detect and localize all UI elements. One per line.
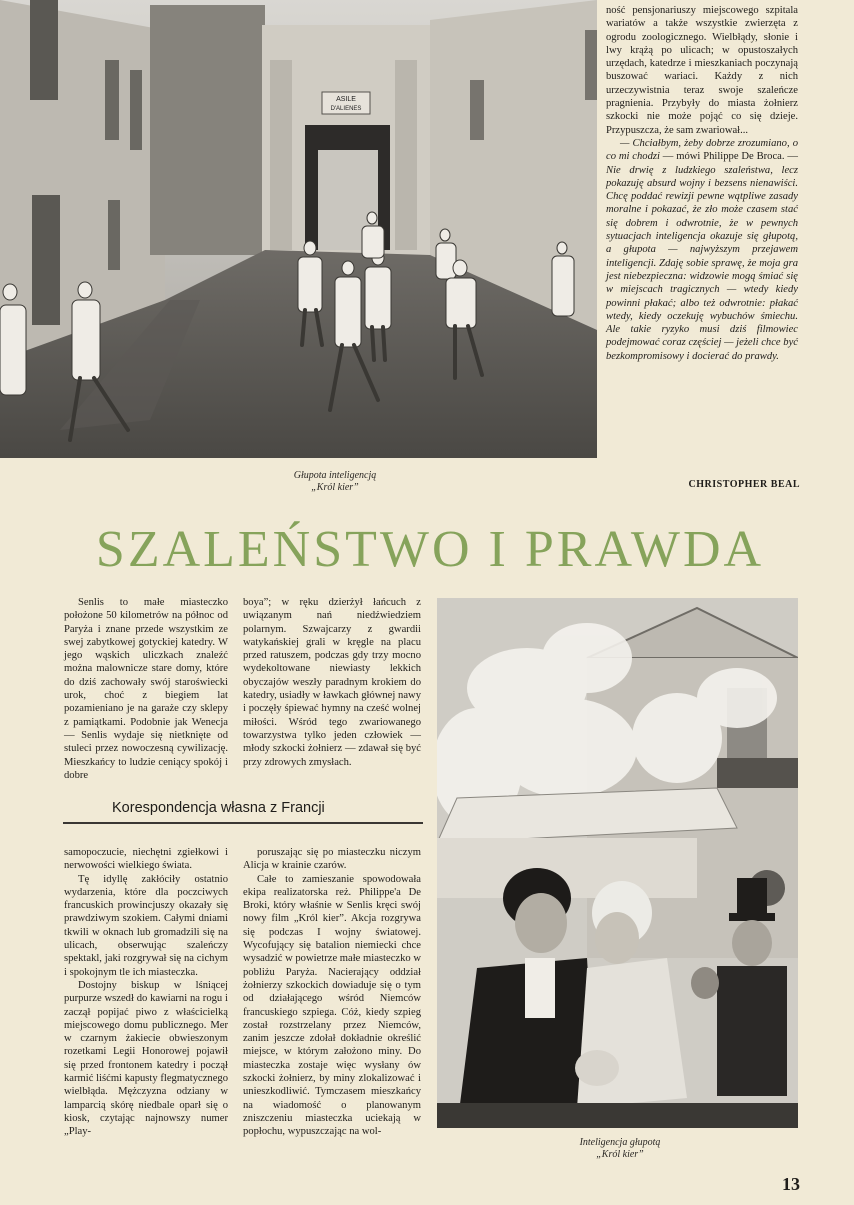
article-column-a1: [64, 596, 228, 782]
photo-caption-top: [250, 470, 420, 494]
paragraph-quote: [606, 137, 798, 363]
subhead-divider: [63, 822, 423, 824]
quote-attribution: — mówi Philippe De Broca. —: [659, 151, 798, 163]
photo-film-scene: [437, 598, 798, 1128]
article-column-top-right: [606, 4, 798, 363]
article-subhead: Korespondencja własna z Francji: [112, 800, 325, 816]
article-headline: SZALEŃSTWO I PRAWDA: [95, 521, 765, 578]
paragraph: ność pensjonariuszy miejscowego szpitala wariatów a także wszystkie zwierzęta z ogrodu zoologicznego. Wielbłądy, słonie i lwy krążą po ulicach; w opustoszałych urzędach, katedrze i mieszkaniach poczynają buszować wariaci. Każdy z nich urzeczywistnia teraz swoje szaleńcze pragnienia. Przybyły do miasta żołnierz szkocki nie może pojąć co się dzieje. Przypuszcza, że sam zwariował...: [606, 5, 798, 136]
quote-part-2: Nie drwię z ludzkiego szaleństwa, lecz pokazuję absurd wojny i bezsens nienawiści. Chcę poddać rewizji pewne wątpliwe zasady moralne i pokazać, że zło może czasem stać się dobrem i odwrotnie, że w pewnych sytuacjach inteligencja okazuje się głupotą, a głupota — najwyższym przejawem inteligencji. Zdaję sobie sprawę, że moja gra jest niebezpieczna: widzowie mogą śmiać się w miejscach tragicznych — wtedy kiedy powinni płakać; albo też odwrotnie: płakać wtedy, kiedy oczekuję wybuchów śmiechu. Ale takie ryzyko musi dziś filmowiec podejmować coraz częściej — jeżeli chce być bezkompromisowy i docierać do prawdy.: [606, 164, 798, 362]
photo-caption-top-line2: „Król kier”: [311, 482, 359, 493]
photo-caption-right-line2: „Król kier”: [596, 1149, 644, 1160]
photo-film-scene-artwork: [437, 598, 798, 1128]
photo-caption-right-line1: Inteligencja głupotą: [579, 1137, 661, 1148]
gate-sign-text-2: D'ALIENES: [330, 106, 362, 112]
paragraph: Senlis to małe miasteczko położone 50 kilometrów na północ od Paryża i znane przede wszystkim ze swej zabytkowej gotyckiej katedry. W jego wąskich uliczkach znaleźć można malownicze stare domy, które do dziś zachowały swój staroświecki urok, choć z biegiem lat pozamieniano je na garaże czy sklepy z pamiątkami. Podobnie jak Wenecja — Senlis wydaje się nietknięte od stuleci przez nowoczesną cywilizację. Mieszkańcy to ludzie ceniący spokój i dobre: [64, 597, 228, 781]
photo-asylum-street-artwork: [0, 0, 597, 458]
paragraph: Tę idyllę zakłóciły ostatnio wydarzenia, które dla poczciwych francuskich prowincjuszy okazały się prawdziwym szokiem. Całymi dniami tkwili w oknach lub gromadzili się na ulicach, obserwując szaleńczy spektakl, jaki rozgrywał się na cichym i spokojnym tle ich miasteczka.: [64, 873, 228, 978]
article-column-b2: [243, 846, 421, 1139]
photo-asylum-street: [0, 0, 597, 458]
paragraph: boya”; w ręku dzierżył łańcuch z uwiązanym nań niedźwiedziem polarnym. Szwajcarzy z gwardii watykańskiej grali w kręgle na placu przed ratuszem, podczas gdy trzy mocno wydekoltowane niewiasty lekkich obyczajów weszły paradnym krokiem do katedry, usiadły w ławkach głównej nawy i poczęły śpiewać hymny na cześć wolnej miłości. Wśród tego zwariowanego towarzystwa tylko jeden człowiek — młody szkocki żołnierz — zdawał się być przy zdrowych zmysłach.: [243, 597, 421, 768]
article-column-a2: [243, 596, 421, 769]
quote-part-1: — Chciałbym, żeby dobrze zrozumiano, o co mi chodzi: [606, 137, 798, 163]
paragraph: Dostojny biskup w lśniącej purpurze wszedł do kawiarni na rogu i zaczął popijać piwo z właścicielką miejscowego domu publicznego. Mer w czarnym żakiecie obwieszonym rozetkami Legii Honorowej pojawił się przed frontonem katedry i począł karmić liśćmi kapusty flegmatycznego wielbłąda. Mężczyzna odziany w lamparcią skórę niedbale oparł się o kiosk, czytając najnowszy numer „Play-: [64, 979, 228, 1138]
page-number: 13: [782, 1174, 800, 1194]
photo-caption-top-line1: Głupota inteligencją: [293, 470, 377, 481]
photo-caption-right: [520, 1137, 720, 1161]
paragraph: poruszając się po miasteczku niczym Alicja w krainie czarów.: [243, 847, 421, 872]
paragraph: samopoczucie, niechętni zgiełkowi i nerwowości wielkiego świata.: [64, 847, 228, 872]
article-column-b1: [64, 846, 228, 1139]
paragraph: Całe to zamieszanie spowodowała ekipa realizatorska reż. Philippe'a De Broki, który właśnie w Senlis kręci swój nowy film „Król kier”. Akcja rozgrywa się podczas I wojny światowej. Wycofujący się batalion niemiecki chce wysadzić w powietrze małe miasteczko w pobliżu Paryża. Nacierający oddział żołnierzy szkockich dowiaduje się o tym od działającego wśród Niemców francuskiego szpiega. Cóż, kiedy szpieg został rozstrzelany przez Niemców, zanim jeszcze zdołał dokładnie określić miejsce, w którym założono miny. Do miasteczka zostaje więc wysłany ów szkocki żołnierz, by miny zlokalizować i unieszkodliwić. Tymczasem mieszkańcy na wiadomość o planowanym zniszczeniu miasteczka uciekają w popłochu, wypuszczając na wol-: [243, 873, 421, 1138]
gate-sign-text-1: ASILE: [336, 96, 356, 103]
article-author: CHRISTOPHER BEAL: [688, 479, 800, 490]
